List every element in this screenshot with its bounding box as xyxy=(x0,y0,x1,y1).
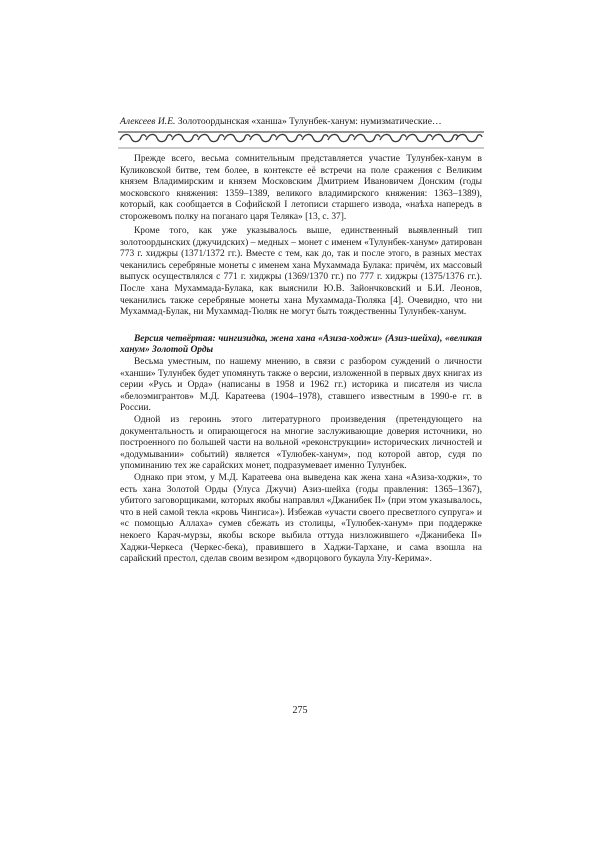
paragraph-karateev-version: Весьма уместным, по нашему мнению, в связи с разбором суждений о личности «ханши» Тулунбек будет упомянуть также о версии, изложенной в первых двух книгах из серии «Русь и Орда» (написаны в 1958 и 1962 гг.) историка и писателя из числа «белоэмигрантов» М.Д. Каратеева (1904–1978), ставшего известным в 1990-е гг. в России. xyxy=(120,357,482,414)
page-number: 275 xyxy=(292,705,308,716)
header-author: Алексеев И.Е. xyxy=(120,116,176,127)
paragraph-kulikovo-battle: Прежде всего, весьма сомнительным представляется участие Тулунбек-ханум в Куликовской битве, тем более, в контексте её встречи на поле сражения с Великим князем Владимирским и князем Московским Дмитрием Ивановичем Донским (годы московского княжения: 1359–1389, великого владимирского княжения: 1363–1389), который, как сообщается в Софийской I летописи старшего извода, «наѣха напередъ в сторожевомъ полку на поганаго царя Теляка» [13, с. 37]. xyxy=(120,154,482,222)
paragraph-coins: Кроме того, как уже указывалось выше, единственный выявленный тип золотоордынских (джучидских) – медных – монет с именем «Тулунбек-ханум» датирован 773 г. хиджры (1371/1372 гг.). Вместе с тем, как до, так и после этого, в разных местах чеканились серебряные монеты с именем хана Мухаммада Булака: причём, их массовый выпуск осуществлялся с 771 г. хиджры (1369/1370 гг.) по 777 г. хиджры (1375/1376 гг.). После хана Мухаммада-Булака, как выяснили Ю.В. Зайончковский и Б.И. Леонов, чеканились также серебряные монеты хана Мухаммада-Тюляка [4]. Очевидно, что ни Мухаммад-Булак, ни Мухаммад-Тюляк не могут быть тождественны Тулунбек-ханум. xyxy=(120,226,482,318)
decorative-ornament-divider xyxy=(118,131,484,149)
paragraph-heroine: Одной из героинь этого литературного произведения (претендующего на документальность и опирающегося на многие заслуживающие доверия источники, но построенного по большей части на вольной «реконструкции» исторических личностей и «додумывании» событий) является «Тулюбек-ханум», под которой автор, судя по упоминанию тех же сарайских монет, подразумевает именно Тулунбек. xyxy=(120,414,482,472)
paragraph-aziz-khoja: Однако при этом, у М.Д. Каратеева она выведена как жена хана «Азиза-ходжи», то есть хана Золотой Орды (Улуса Джучи) Азиз-шейха (годы правления: 1365–1367), убитого заговорщиками, которых якобы направлял «Джанибек II» (при этом указывалось, что в ней самой текла «кровь Чингиса»). Избежав «участи своего пресветлого супруга» и «с помощью Аллаха» сумев сбежать из столицы, «Тулюбек-ханум» при поддержке некоего Карач-мурзы, якобы вскоре выбила оттуда низложившего «Джанибека II» Хаджи-Черкеса (Черкес-бека), правившего в Хаджи-Тархане, и сама взошла на сарайский престол, сделав своим везиром «дворцового букаула Улу-Керима». xyxy=(120,472,482,565)
running-header xyxy=(120,116,482,128)
article-body xyxy=(120,154,482,566)
section-heading-version-four: Версия четвёртая: чингизидка, жена хана «Азиза-ходжи» (Азиз-шейха), «великая ханум» Золотой Орды xyxy=(120,333,482,356)
header-title: Золотоордынская «ханша» Тулунбек-ханум: нумизматические… xyxy=(175,116,442,127)
